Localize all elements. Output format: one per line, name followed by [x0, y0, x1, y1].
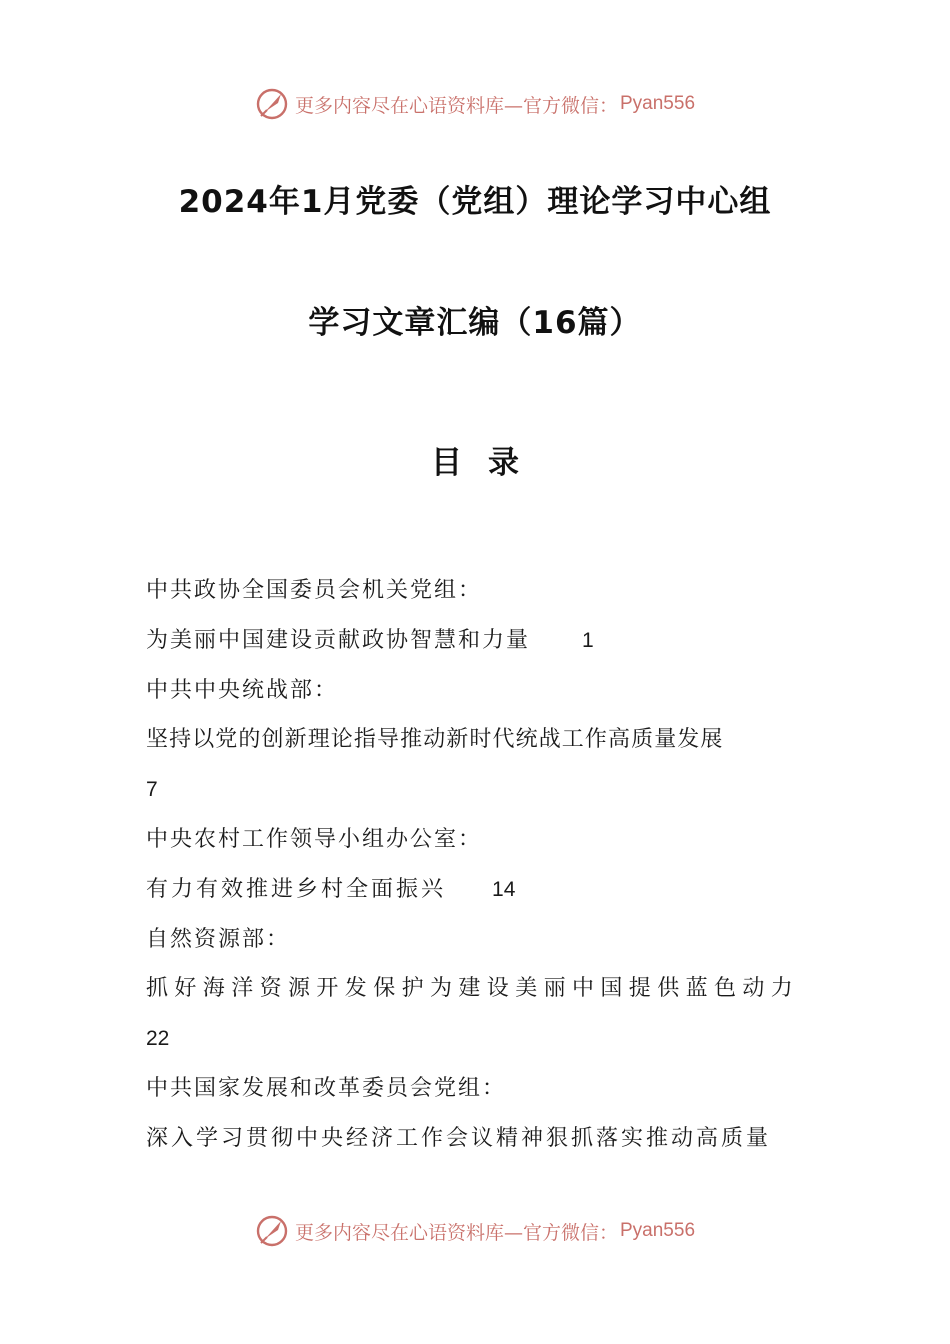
toc-page-line: [146, 1014, 806, 1064]
toc-article-title: 抓好海洋资源开发保护为建设美丽中国提供蓝色动力: [146, 976, 800, 1002]
toc-org: 中共国家发展和改革委员会党组：: [146, 1075, 507, 1101]
toc-org: 中央农村工作领导小组办公室：: [146, 826, 483, 852]
watermark-bottom: [0, 1211, 950, 1251]
toc-entry[interactable]: [146, 865, 806, 915]
watermark-wechat-id: Pyan556: [620, 1220, 696, 1241]
quill-logo-icon: [255, 1214, 289, 1248]
toc-page-number: 1: [582, 628, 594, 652]
document-title-line1: 2024年1月党委（党组）理论学习中心组: [178, 184, 772, 220]
toc-entry[interactable]: [146, 964, 806, 1014]
toc-article-title: 坚持以党的创新理论指导推动新时代统战工作高质量发展: [146, 727, 724, 753]
toc-org: 中共政协全国委员会机关党组：: [146, 578, 483, 603]
toc-page-number: 14: [492, 877, 516, 901]
table-of-contents: [146, 566, 806, 1164]
toc-page-number: 22: [146, 1027, 170, 1051]
toc-page-number: 7: [146, 778, 158, 802]
toc-entry[interactable]: [146, 1114, 806, 1164]
watermark-wechat-id: Pyan556: [620, 93, 696, 114]
toc-page-line: [146, 765, 806, 815]
watermark-text: 更多内容尽在心语资料库—官方微信：: [294, 1221, 618, 1244]
toc-article-title: 为美丽中国建设贡献政协智慧和力量: [146, 627, 531, 653]
toc-org: 自然资源部：: [146, 926, 291, 952]
watermark-top: [0, 84, 950, 124]
toc-article-title: 深入学习贯彻中央经济工作会议精神狠抓落实推动高质量: [146, 1125, 772, 1151]
toc-article-title: 有力有效推进乡村全面振兴: [146, 876, 447, 902]
toc-entry[interactable]: [146, 616, 806, 666]
toc-entry[interactable]: [146, 715, 806, 765]
watermark-text: 更多内容尽在心语资料库—官方微信：: [294, 94, 618, 117]
quill-logo-icon: [255, 87, 289, 121]
document-title-line2: 学习文章汇编（16篇）: [308, 305, 642, 341]
toc-heading: 目录: [431, 445, 545, 481]
toc-org: 中共中央统战部：: [146, 677, 339, 703]
